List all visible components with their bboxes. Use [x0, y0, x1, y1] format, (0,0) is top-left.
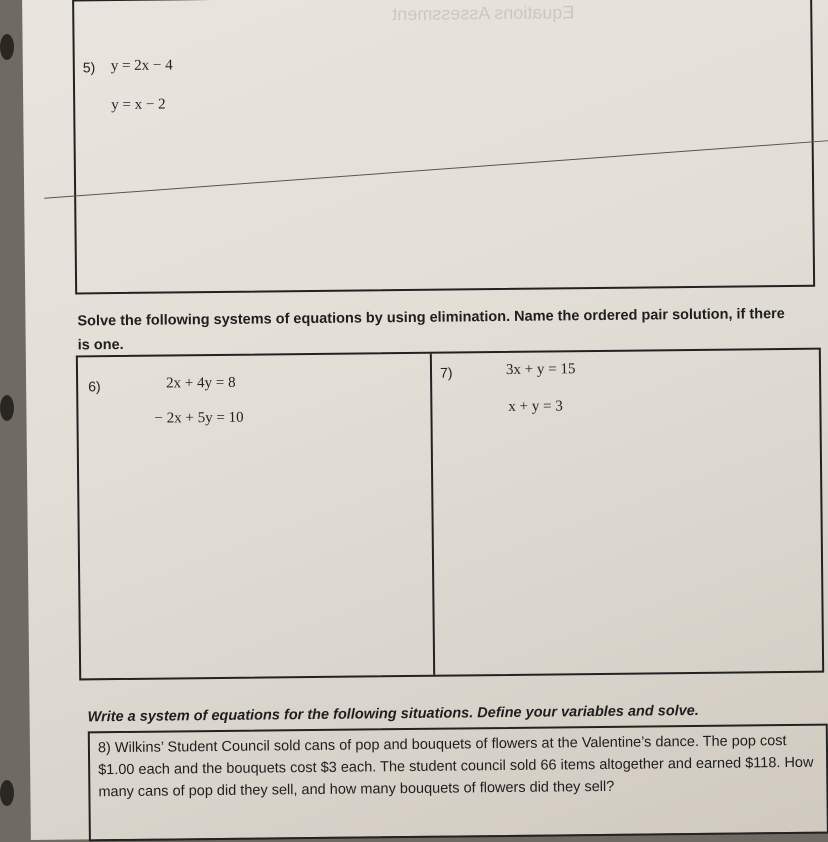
- problem-5-box: [72, 0, 815, 294]
- binder-hole: [0, 34, 14, 60]
- binder-hole: [0, 780, 14, 806]
- problem-6-number: 6): [88, 378, 101, 395]
- problem-8-text: 8) Wilkins’ Student Council sold cans of pop and bouquets of flowers at the Valentine’s dance. The pop cost $1.00 each and the bouquets cost $3 each. The student council sold 66 items altogether and earned $118. How many cans of pop did they sell, and how many bouquets of flowers did they sell?: [97, 733, 814, 801]
- problem-7-number: 7): [439, 364, 453, 381]
- problem-7-equation-1: 3x + y = 15: [505, 361, 576, 378]
- problem-8-box: [88, 724, 828, 842]
- problem-6-equation-1: 2x + 4y = 8: [166, 374, 236, 392]
- problem-5-equation-2: y = x − 2: [111, 96, 166, 114]
- elimination-instructions: Solve the following systems of equations by using elimination. Name the ordered pair solution, if there is one.: [77, 306, 785, 354]
- binder-hole: [0, 395, 14, 421]
- problem-6-equation-2: − 2x + 5y = 10: [154, 409, 244, 427]
- problem-5-number: 5): [82, 59, 96, 76]
- problem-5-equation-1: y = 2x − 4: [110, 57, 173, 75]
- worksheet-page: [22, 0, 828, 840]
- problem-7-equation-2: x + y = 3: [508, 398, 563, 415]
- column-divider: [430, 354, 435, 675]
- problems-6-7-box: [76, 348, 824, 681]
- bleed-through-text: Equations Assessment: [392, 2, 575, 25]
- word-problem-instructions: Write a system of equations for the following situations. Define your variables and solve.: [87, 702, 699, 726]
